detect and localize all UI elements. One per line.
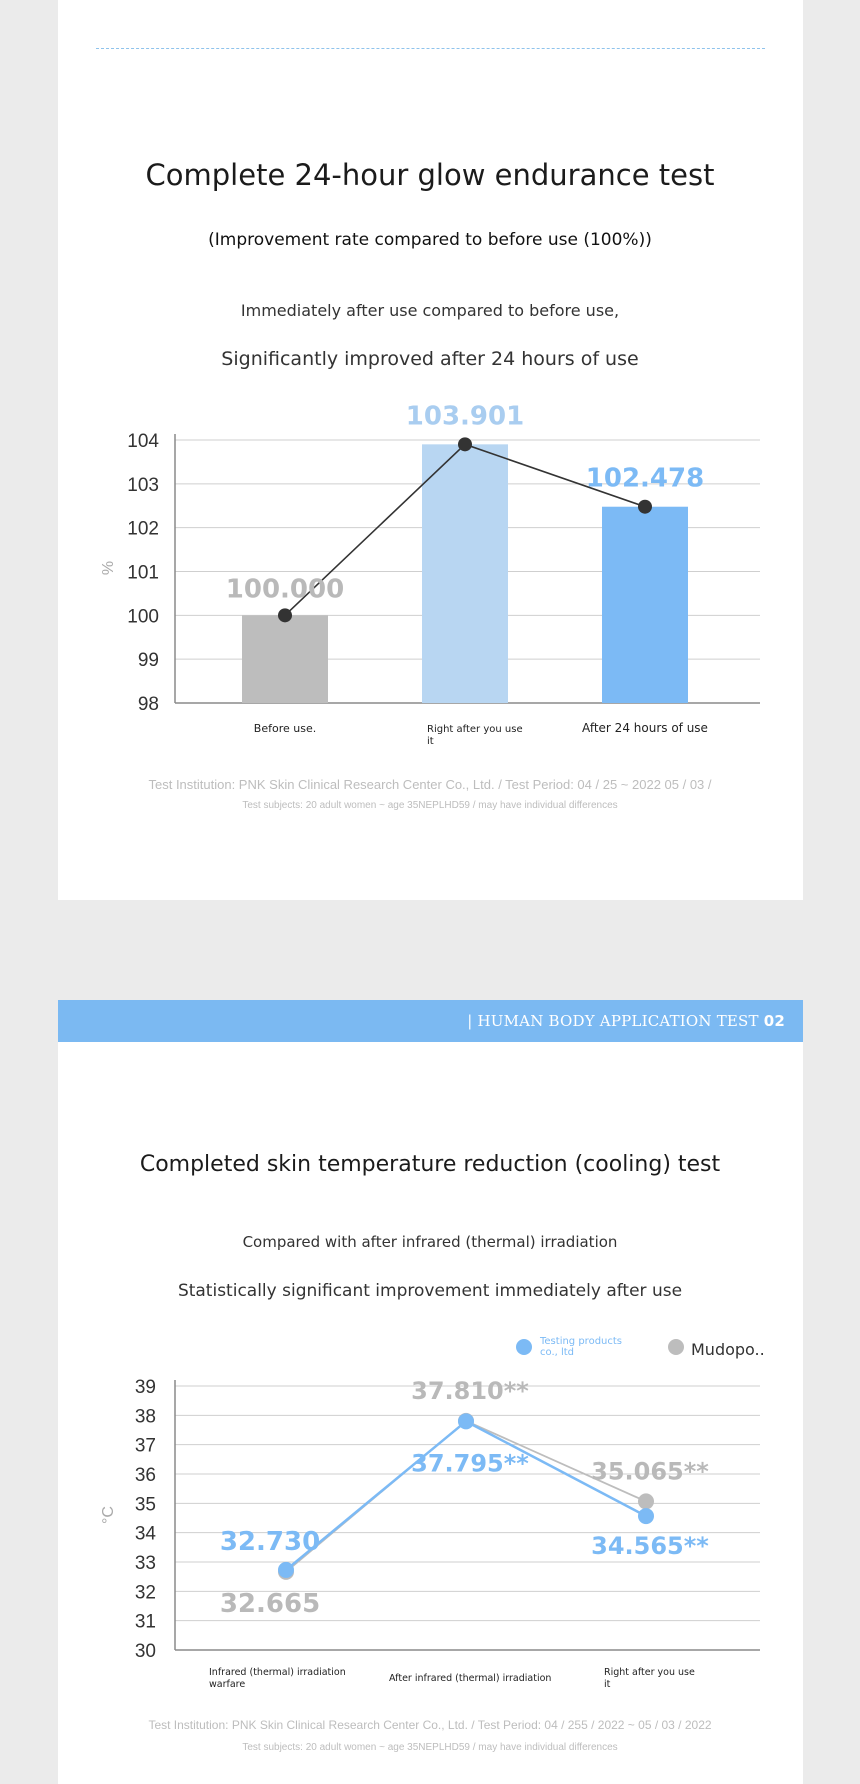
x-category-label: Right after you use xyxy=(604,1667,695,1678)
x-category-label: warfare xyxy=(209,1679,246,1690)
section-1-footnote-1: Test Institution: PNK Skin Clinical Research Center Co., Ltd. / Test Period: 04 / 25 ~ 2022 05 / 03 / xyxy=(148,777,712,792)
x-category-label: After infrared (thermal) irradiation xyxy=(389,1673,552,1684)
y-tick-label: 39 xyxy=(134,1377,156,1398)
y-axis-label: % xyxy=(100,560,117,576)
y-tick-label: 38 xyxy=(134,1406,156,1428)
y-tick-label: 30 xyxy=(134,1641,156,1662)
legend-label: Mudopo.. xyxy=(691,1340,765,1359)
dashed-divider xyxy=(96,48,765,49)
y-tick-label: 31 xyxy=(134,1611,156,1633)
y-tick-label: 34 xyxy=(134,1523,156,1545)
section-1-footnote-2: Test subjects: 20 adult women ~ age 35NEPLHD59 / may have individual differences xyxy=(242,800,618,811)
value-label: 34.565** xyxy=(591,1532,709,1561)
value-label: 103.901 xyxy=(405,401,525,432)
banner-number: 02 xyxy=(763,1012,785,1030)
y-tick-label: 104 xyxy=(127,431,159,452)
y-axis-label: °C xyxy=(100,1506,117,1524)
value-label: 32.665 xyxy=(219,1588,321,1619)
section-2-footnote-1: Test Institution: PNK Skin Clinical Research Center Co., Ltd. / Test Period: 04 / 255 / 2022 ~ 05 / 03 / 2022 xyxy=(148,1718,712,1732)
section-1-subtitle: (Improvement rate compared to before use (100%)) xyxy=(208,230,652,250)
x-category-label: After 24 hours of use xyxy=(582,721,708,735)
y-tick-label: 102 xyxy=(127,518,159,540)
y-tick-label: 37 xyxy=(134,1435,156,1457)
value-label: 32.730 xyxy=(219,1526,321,1557)
section-1-title: Complete 24-hour glow endurance test xyxy=(145,158,715,192)
section-2-card xyxy=(58,1000,803,1784)
section-1-desc-1: Immediately after use compared to before use, xyxy=(240,301,620,320)
legend-label: co., ltd xyxy=(540,1347,575,1358)
value-label: 100.000 xyxy=(225,574,345,605)
y-tick-label: 103 xyxy=(127,474,159,496)
y-tick-label: 33 xyxy=(134,1553,156,1574)
value-label: 102.478 xyxy=(585,463,705,494)
y-tick-label: 32 xyxy=(134,1582,156,1604)
x-category-label: Infrared (thermal) irradiation xyxy=(209,1667,346,1678)
test-banner xyxy=(58,1000,803,1042)
section-2-desc-1: Compared with after infrared (thermal) irradiation xyxy=(242,1233,618,1251)
y-tick-label: 98 xyxy=(137,694,159,715)
section-1-card xyxy=(58,0,803,900)
legend-label: Testing products xyxy=(540,1336,623,1347)
section-2-footnote-2: Test subjects: 20 adult women ~ age 35NEPLHD59 / may have individual differences xyxy=(242,1742,618,1753)
y-tick-label: 36 xyxy=(134,1465,156,1486)
banner-label-text: | HUMAN BODY APPLICATION TEST xyxy=(467,1012,759,1030)
x-category-label: it xyxy=(604,1679,611,1690)
banner-label xyxy=(467,1012,785,1030)
x-category-label: Before use. xyxy=(253,722,317,735)
section-2-title: Completed skin temperature reduction (cooling) test xyxy=(139,1152,721,1177)
value-label: 37.810** xyxy=(411,1376,529,1405)
value-label: 35.065** xyxy=(591,1457,709,1486)
y-tick-label: 101 xyxy=(127,562,159,584)
y-tick-label: 100 xyxy=(127,606,159,628)
y-tick-label: 35 xyxy=(134,1494,156,1516)
x-category-label: Right after you use xyxy=(427,724,523,735)
section-2-desc-2: Statistically significant improvement immediately after use xyxy=(177,1281,683,1301)
y-tick-label: 99 xyxy=(137,650,159,672)
x-category-label: it xyxy=(427,736,434,747)
section-1-desc-2: Significantly improved after 24 hours of use xyxy=(221,348,639,370)
value-label: 37.795** xyxy=(411,1449,529,1478)
